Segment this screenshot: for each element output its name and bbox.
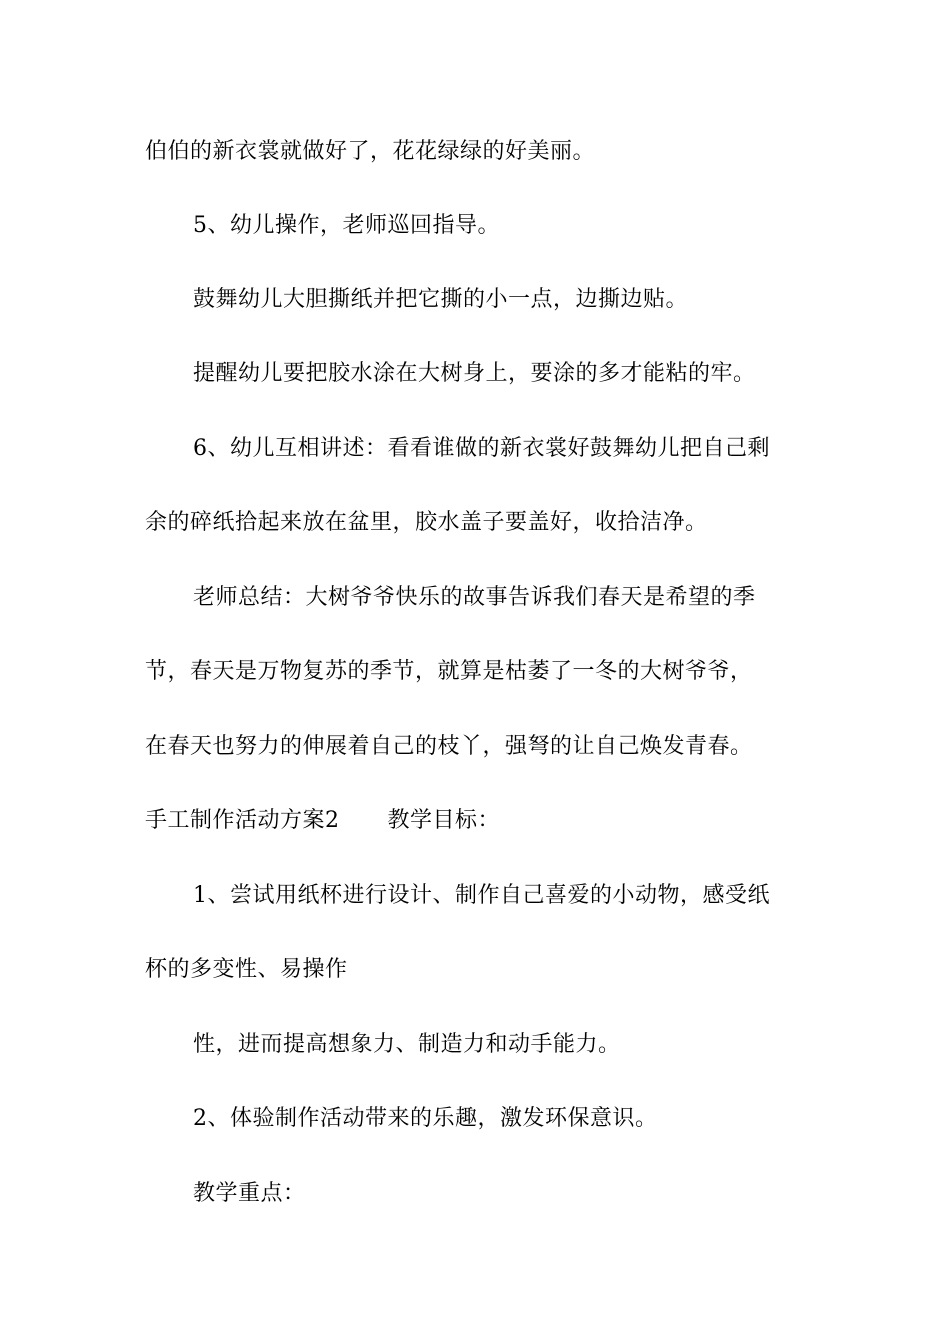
- section-title: 手工制作活动方案2: [145, 808, 340, 833]
- section-heading: [145, 806, 825, 836]
- paragraph-line: 伯伯的新衣裳就做好了，花花绿绿的好美丽。: [145, 139, 596, 164]
- paragraph-line: 在春天也努力的伸展着自己的枝丫，强弩的让自己焕发青春。: [145, 734, 753, 759]
- paragraph-line: 鼓舞幼儿大胆撕纸并把它撕的小一点，边撕边贴。: [193, 287, 689, 312]
- paragraph-line: 节，春天是万物复苏的季节，就算是枯萎了一冬的大树爷爷，: [145, 659, 753, 684]
- paragraph-line: 杯的多变性、易操作: [145, 957, 348, 982]
- paragraph-line: 余的碎纸拾起来放在盆里，胶水盖子要盖好，收拾洁净。: [145, 510, 708, 535]
- paragraph-line: 性，进而提高想象力、制造力和动手能力。: [193, 1032, 621, 1057]
- paragraph-line: 1、尝试用纸杯进行设计、制作自己喜爱的小动物，感受纸: [193, 883, 770, 908]
- paragraph-line: 6、幼儿互相讲述：看看谁做的新衣裳好鼓舞幼儿把自己剩: [193, 436, 770, 461]
- paragraph-line: 教学重点：: [193, 1181, 306, 1206]
- paragraph-line: 5、幼儿操作，老师巡回指导。: [193, 213, 500, 238]
- paragraph-line: 2、体验制作活动带来的乐趣，激发环保意识。: [193, 1106, 658, 1131]
- paragraph-line: 提醒幼儿要把胶水涂在大树身上，要涂的多才能粘的牢。: [193, 361, 756, 386]
- section-subtitle: 教学目标：: [387, 808, 501, 833]
- paragraph-line: 老师总结：大树爷爷快乐的故事告诉我们春天是希望的季: [193, 585, 756, 610]
